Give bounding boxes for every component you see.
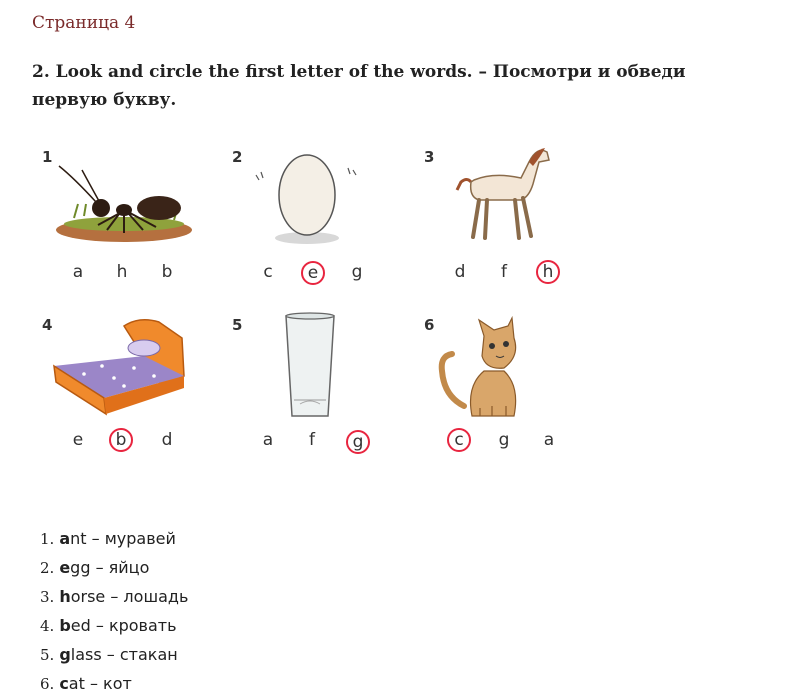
answer-index: 4. (40, 617, 55, 635)
item-number: 3 (424, 148, 435, 166)
choice-f[interactable]: f (501, 262, 507, 282)
choice-c[interactable]: c (263, 262, 273, 282)
choice-h[interactable]: h (536, 260, 560, 284)
answer-translation: – стакан (101, 645, 178, 664)
choice-g[interactable]: g (498, 430, 510, 450)
choice-e[interactable]: e (72, 430, 84, 450)
item-number: 5 (232, 316, 243, 334)
page-title: Страница 4 (32, 13, 136, 33)
choice-g[interactable]: g (351, 262, 363, 282)
answer-rest: orse (70, 587, 106, 606)
egg-picture (252, 150, 362, 245)
answer-translation: – кот (84, 674, 132, 693)
exercise-item-cat (424, 316, 584, 466)
exercise-item-horse (424, 148, 584, 298)
answer-rest: ed (70, 616, 91, 635)
answer-translation: – яйцо (90, 558, 150, 577)
answer-rest: lass (70, 645, 102, 664)
choice-a[interactable]: a (543, 430, 555, 450)
choice-h[interactable]: h (116, 262, 128, 282)
choice-d[interactable]: d (161, 430, 173, 450)
choice-d[interactable]: d (454, 262, 466, 282)
exercise-item-egg (232, 148, 392, 298)
answer-index: 1. (40, 530, 55, 548)
answer-translation: – муравей (86, 529, 176, 548)
answer-first-letter: g (59, 645, 71, 664)
choice-f[interactable]: f (309, 430, 315, 450)
item-number: 4 (42, 316, 53, 334)
answer-index: 5. (40, 646, 55, 664)
exercise-item-glass (232, 316, 392, 466)
answer-first-letter: e (59, 558, 71, 577)
answer-list (40, 524, 188, 698)
choice-a[interactable]: a (262, 430, 274, 450)
answer-first-letter: h (59, 587, 71, 606)
exercise-item-ant (42, 148, 202, 298)
answer-rest: nt (70, 529, 87, 548)
glass-picture (280, 312, 340, 422)
answer-item-bed (40, 611, 188, 640)
item-number: 6 (424, 316, 435, 334)
answer-rest: gg (70, 558, 91, 577)
answer-translation: – кровать (90, 616, 177, 635)
answer-item-ant (40, 524, 188, 553)
answer-index: 2. (40, 559, 55, 577)
item-number: 1 (42, 148, 53, 166)
answer-first-letter: b (59, 616, 71, 635)
cat-picture (434, 316, 544, 426)
ant-picture (54, 158, 194, 243)
choice-g[interactable]: g (346, 430, 370, 454)
exercise-item-bed (42, 316, 202, 466)
answer-item-cat (40, 669, 188, 698)
answer-translation: – лошадь (105, 587, 189, 606)
choice-e[interactable]: e (301, 261, 325, 285)
horse-picture (449, 142, 559, 242)
choice-a[interactable]: a (72, 262, 84, 282)
answer-first-letter: a (59, 529, 71, 548)
answer-item-glass (40, 640, 188, 669)
task-heading: 2. Look and circle the first letter of the words. – Посмотри и обведи первую букву. (32, 62, 686, 110)
bed-picture (44, 316, 204, 416)
answer-rest: at (68, 674, 85, 693)
answer-item-egg (40, 553, 188, 582)
choice-b[interactable]: b (109, 428, 133, 452)
answer-index: 6. (40, 675, 55, 693)
item-number: 2 (232, 148, 243, 166)
answer-first-letter: c (59, 674, 69, 693)
choice-c[interactable]: c (447, 428, 471, 452)
choice-b[interactable]: b (161, 262, 173, 282)
answer-index: 3. (40, 588, 55, 606)
answer-item-horse (40, 582, 188, 611)
